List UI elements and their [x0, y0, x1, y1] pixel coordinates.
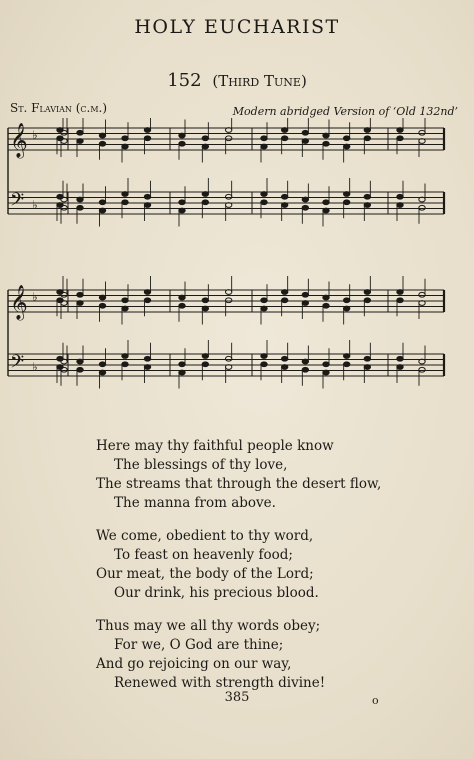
stanza-2	[96, 527, 416, 603]
note-head	[302, 139, 308, 144]
note-head	[343, 306, 349, 311]
note-head	[179, 303, 185, 308]
note-head	[202, 136, 208, 141]
note-head	[323, 133, 329, 138]
key-signature-flat: ♭	[32, 128, 38, 142]
note-head	[397, 365, 403, 370]
music-score	[0, 118, 474, 418]
key-signature-flat: ♭	[32, 360, 38, 374]
note-head	[99, 141, 105, 146]
note-head	[323, 208, 329, 213]
note-head	[261, 200, 267, 205]
note-head	[57, 356, 63, 361]
hymn-verses	[96, 437, 416, 707]
note-head	[397, 194, 403, 199]
page-title: HOLY EUCHARIST	[134, 16, 340, 38]
note-head	[343, 362, 349, 367]
note-head	[343, 144, 349, 149]
note-head	[99, 370, 105, 375]
note-head	[261, 306, 267, 311]
note-head	[302, 367, 308, 372]
note-head	[122, 144, 128, 149]
note-head	[57, 194, 63, 199]
note-head	[302, 197, 308, 202]
note-head	[144, 136, 150, 141]
tune-source: Modern abridged Version of ‘Old 132nd’	[232, 105, 458, 118]
note-head	[77, 292, 83, 297]
note-head	[99, 295, 105, 300]
note-head	[61, 205, 67, 210]
note-head	[77, 197, 83, 202]
verse-line: Our meat, the body of the Lord;	[96, 566, 314, 582]
stanza-1	[96, 437, 416, 513]
note-head	[364, 128, 370, 133]
note-head	[225, 298, 231, 303]
note-head	[77, 139, 83, 144]
note-head	[122, 200, 128, 205]
note-head	[99, 208, 105, 213]
note-head	[202, 362, 208, 367]
note-head	[302, 292, 308, 297]
note-head	[364, 194, 370, 199]
verse-line: The manna from above.	[114, 495, 276, 511]
note-head	[77, 205, 83, 210]
note-head	[261, 354, 267, 359]
note-head	[323, 295, 329, 300]
note-head	[364, 365, 370, 370]
note-head	[281, 298, 287, 303]
note-head	[122, 306, 128, 311]
note-head	[419, 292, 425, 297]
note-head	[99, 362, 105, 367]
note-head	[343, 192, 349, 197]
note-head	[179, 200, 185, 205]
tune-name: St. Flavian (c.m.)	[10, 101, 108, 115]
key-signature-flat: ♭	[32, 290, 38, 304]
note-head	[57, 136, 63, 141]
note-head	[397, 128, 403, 133]
note-head	[302, 301, 308, 306]
note-head	[323, 362, 329, 367]
note-head	[144, 356, 150, 361]
note-head	[225, 194, 231, 199]
note-head	[364, 203, 370, 208]
note-head	[179, 133, 185, 138]
note-head	[144, 194, 150, 199]
note-head	[179, 370, 185, 375]
note-head	[144, 365, 150, 370]
note-head	[122, 362, 128, 367]
note-head	[281, 128, 287, 133]
verse-line: The streams that through the desert flow,	[96, 476, 382, 492]
signature-mark: o	[372, 694, 379, 707]
note-head	[122, 354, 128, 359]
note-head	[202, 354, 208, 359]
note-head	[281, 203, 287, 208]
note-head	[57, 298, 63, 303]
note-head	[225, 356, 231, 361]
note-head	[323, 141, 329, 146]
note-head	[364, 356, 370, 361]
note-head	[261, 144, 267, 149]
verse-line: We come, obedient to thy word,	[96, 528, 314, 544]
note-head	[397, 356, 403, 361]
verse-line: For we, O God are thine;	[114, 637, 284, 653]
note-head	[281, 194, 287, 199]
note-head	[122, 136, 128, 141]
note-head	[99, 133, 105, 138]
note-head	[302, 205, 308, 210]
note-head	[77, 359, 83, 364]
tune-label: (Third Tune)	[212, 72, 307, 90]
note-head	[77, 367, 83, 372]
note-head	[61, 367, 67, 372]
note-head	[99, 303, 105, 308]
note-head	[144, 290, 150, 295]
note-head	[179, 208, 185, 213]
note-head	[179, 295, 185, 300]
key-signature-flat: ♭	[32, 198, 38, 212]
note-head	[281, 356, 287, 361]
verse-line: Here may thy faithful people know	[96, 438, 334, 454]
note-head	[179, 362, 185, 367]
hymn-heading	[0, 70, 474, 91]
note-head	[343, 136, 349, 141]
note-head	[144, 203, 150, 208]
bass-clef: 𝄢	[10, 190, 25, 215]
note-head	[202, 200, 208, 205]
note-head	[57, 365, 63, 370]
note-head	[364, 136, 370, 141]
note-head	[61, 130, 67, 135]
page-number: 385	[224, 690, 250, 705]
note-head	[364, 298, 370, 303]
note-head	[302, 130, 308, 135]
note-head	[261, 298, 267, 303]
note-head	[202, 192, 208, 197]
verse-line: The blessings of thy love,	[114, 457, 288, 473]
hymn-number: 152	[167, 70, 202, 91]
note-head	[419, 205, 425, 210]
note-head	[122, 192, 128, 197]
verse-line: Thus may we all thy words obey;	[96, 618, 321, 634]
note-head	[364, 290, 370, 295]
verse-line: Renewed with strength divine!	[114, 675, 326, 691]
note-head	[397, 290, 403, 295]
note-head	[397, 298, 403, 303]
note-head	[419, 130, 425, 135]
note-head	[144, 128, 150, 133]
verse-line: To feast on heavenly food;	[114, 547, 293, 563]
note-head	[77, 301, 83, 306]
note-head	[202, 144, 208, 149]
note-head	[281, 365, 287, 370]
treble-clef: 𝄞	[10, 285, 28, 320]
note-head	[343, 298, 349, 303]
note-head	[281, 290, 287, 295]
note-head	[261, 136, 267, 141]
note-head	[261, 362, 267, 367]
note-head	[57, 203, 63, 208]
bass-clef: 𝄢	[10, 352, 25, 377]
note-head	[61, 292, 67, 297]
note-head	[397, 203, 403, 208]
note-head	[323, 200, 329, 205]
note-head	[397, 136, 403, 141]
note-head	[281, 136, 287, 141]
note-head	[323, 303, 329, 308]
note-head	[343, 200, 349, 205]
note-head	[202, 306, 208, 311]
note-head	[57, 290, 63, 295]
note-head	[202, 298, 208, 303]
verse-line: Our drink, his precious blood.	[114, 585, 319, 601]
note-head	[144, 298, 150, 303]
note-head	[261, 192, 267, 197]
note-head	[122, 298, 128, 303]
note-head	[323, 370, 329, 375]
note-head	[302, 359, 308, 364]
note-head	[57, 128, 63, 133]
stanza-3	[96, 617, 416, 693]
note-head	[77, 130, 83, 135]
note-head	[419, 367, 425, 372]
verse-line: And go rejoicing on our way,	[96, 656, 292, 672]
treble-clef: 𝄞	[10, 123, 28, 158]
note-head	[99, 200, 105, 205]
note-head	[343, 354, 349, 359]
note-head	[225, 136, 231, 141]
note-head	[179, 141, 185, 146]
